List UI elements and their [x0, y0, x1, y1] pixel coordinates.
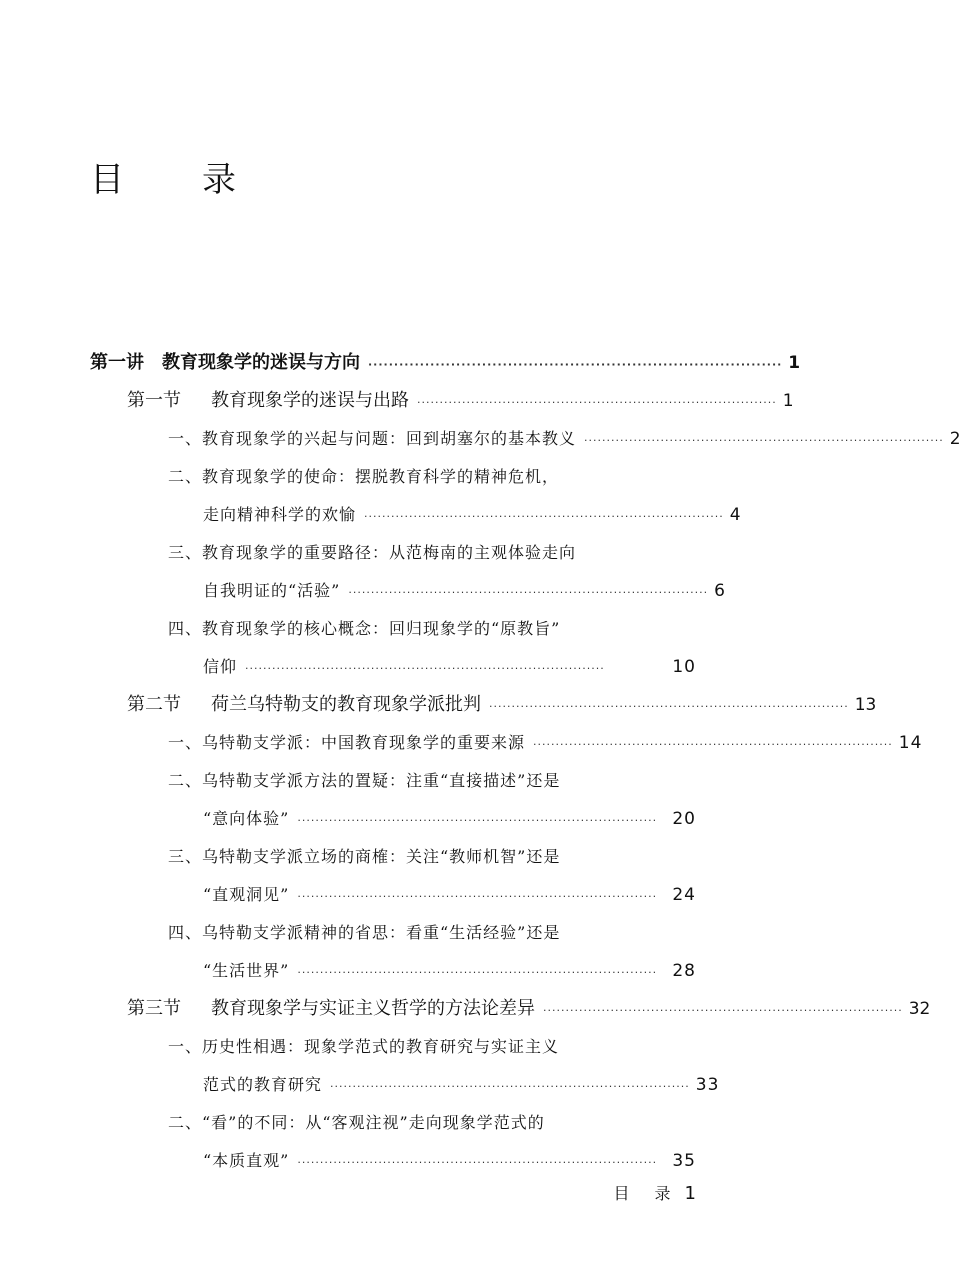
- item-title-continuation: “意向体验”: [203, 809, 290, 828]
- toc-item-continuation[interactable]: [0, 800, 790, 838]
- page-number: 10: [672, 657, 696, 677]
- page-number: 33: [695, 1075, 720, 1095]
- item-title: 三、乌特勒支学派立场的商榷：关注“教师机智”还是: [168, 847, 561, 866]
- dot-leader: ················································································: [330, 1080, 690, 1093]
- item-title: 二、乌特勒支学派方法的置疑：注重“直接描述”还是: [168, 771, 561, 790]
- section-number: 第三节: [127, 998, 181, 1019]
- page-number: 24: [672, 885, 696, 905]
- footer-label: 目 录: [613, 1184, 681, 1203]
- page-number: 1: [788, 353, 801, 373]
- toc-item[interactable]: [0, 914, 790, 952]
- dot-leader: ················································································: [584, 434, 944, 447]
- page-number: 13: [854, 695, 877, 715]
- page-footer: [613, 1181, 696, 1204]
- toc-item[interactable]: [0, 534, 790, 572]
- item-title: 一、乌特勒支学派：中国教育现象学的重要来源: [168, 733, 526, 752]
- toc-item-continuation[interactable]: [0, 952, 790, 990]
- toc-item[interactable]: [0, 1028, 790, 1066]
- dot-leader: ················································································: [297, 814, 658, 827]
- toc-item-continuation[interactable]: [0, 876, 790, 914]
- toc-section-3[interactable]: [0, 990, 931, 1028]
- toc-item-continuation[interactable]: [0, 1066, 790, 1104]
- item-title-continuation: 范式的教育研究: [203, 1075, 323, 1094]
- section-title: 荷兰乌特勒支的教育现象学派批判: [211, 694, 481, 715]
- section-number: 第一节: [127, 390, 181, 411]
- dot-leader: ················································································: [417, 396, 777, 409]
- section-title: 教育现象学的迷误与出路: [211, 390, 409, 411]
- toc-item[interactable]: [0, 420, 962, 458]
- item-title: 四、乌特勒支学派精神的省思：看重“生活经验”还是: [168, 923, 561, 942]
- item-title: 三、教育现象学的重要路径：从范梅南的主观体验走向: [168, 543, 577, 562]
- page-number: 28: [672, 961, 696, 981]
- toc-item[interactable]: [0, 838, 790, 876]
- toc-item-continuation[interactable]: [0, 1142, 790, 1180]
- page-number: 2: [949, 429, 962, 449]
- toc-item[interactable]: [0, 762, 790, 800]
- dot-leader: ················································································: [543, 1004, 903, 1017]
- item-title: 四、教育现象学的核心概念：回归现象学的“原教旨”: [168, 619, 561, 638]
- toc-lecture-1[interactable]: [0, 344, 801, 382]
- dot-leader: ················································································: [368, 358, 783, 371]
- item-title-continuation: 走向精神科学的欢愉: [203, 505, 357, 524]
- item-title: 一、历史性相遇：现象学范式的教育研究与实证主义: [168, 1037, 560, 1056]
- item-title-continuation: “直观洞见”: [203, 885, 290, 904]
- page-number: 6: [714, 581, 726, 601]
- dot-leader: ················································································: [297, 890, 658, 903]
- page-number: 14: [898, 733, 923, 753]
- dot-leader: ················································································: [245, 662, 605, 675]
- item-title-continuation: 自我明证的“活验”: [203, 581, 341, 600]
- lecture-number: 第一讲: [90, 352, 144, 373]
- page-number: 4: [729, 505, 742, 525]
- dot-leader: ················································································: [348, 586, 709, 599]
- dot-leader: ················································································: [364, 510, 724, 523]
- page-title: 目 录: [90, 160, 258, 200]
- toc-item-continuation[interactable]: [0, 572, 790, 610]
- item-title-continuation: “本质直观”: [203, 1151, 290, 1170]
- toc-item[interactable]: [0, 1104, 790, 1142]
- item-title: 二、“看”的不同：从“客观注视”走向现象学范式的: [168, 1113, 545, 1132]
- toc-item-continuation[interactable]: [0, 648, 790, 686]
- dot-leader: ················································································: [533, 738, 893, 751]
- toc-section-2[interactable]: [0, 686, 877, 724]
- toc-item[interactable]: [0, 458, 790, 496]
- lecture-title: 教育现象学的迷误与方向: [162, 352, 360, 373]
- dot-leader: ················································································: [297, 1156, 658, 1169]
- table-of-contents: [0, 344, 962, 1180]
- page-number: 20: [672, 809, 696, 829]
- dot-leader: ················································································: [489, 700, 849, 713]
- item-title-continuation: “生活世界”: [203, 961, 290, 980]
- footer-page-number: 1: [684, 1183, 696, 1204]
- dot-leader: ················································································: [297, 966, 658, 979]
- toc-section-1[interactable]: [0, 382, 794, 420]
- page-number: 32: [908, 999, 931, 1019]
- item-title: 二、教育现象学的使命：摆脱教育科学的精神危机，: [168, 467, 560, 486]
- toc-item[interactable]: [0, 724, 923, 762]
- item-title-continuation: 信仰: [203, 657, 238, 676]
- toc-item-continuation[interactable]: [0, 496, 790, 534]
- item-title: 一、教育现象学的兴起与问题：回到胡塞尔的基本教义: [168, 429, 577, 448]
- section-number: 第二节: [127, 694, 181, 715]
- page-number: 1: [782, 391, 794, 411]
- page-number: 35: [672, 1151, 696, 1171]
- section-title: 教育现象学与实证主义哲学的方法论差异: [211, 998, 535, 1019]
- toc-item[interactable]: [0, 610, 790, 648]
